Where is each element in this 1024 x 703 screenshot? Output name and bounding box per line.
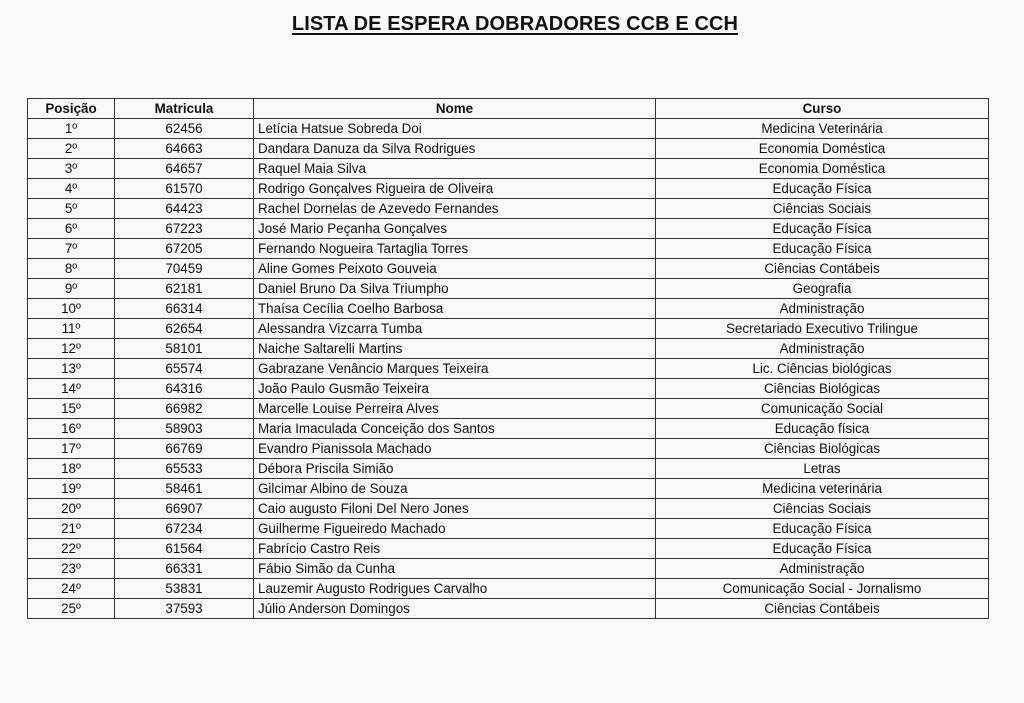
table-row (28, 259, 989, 279)
cell-posicao: 20º (28, 499, 115, 519)
cell-posicao: 2º (28, 139, 115, 159)
cell-nome: Gilcimar Albino de Souza (254, 479, 656, 499)
cell-matricula: 64423 (115, 199, 254, 219)
table-row (28, 279, 989, 299)
cell-posicao: 18º (28, 459, 115, 479)
cell-nome: Caio augusto Filoni Del Nero Jones (254, 499, 656, 519)
cell-posicao: 1º (28, 119, 115, 139)
table-body (28, 119, 989, 619)
cell-matricula: 53831 (115, 579, 254, 599)
cell-nome: Alessandra Vizcarra Tumba (254, 319, 656, 339)
table-row (28, 299, 989, 319)
cell-curso: Economia Doméstica (656, 159, 989, 179)
cell-nome: Júlio Anderson Domingos (254, 599, 656, 619)
cell-curso: Educação Física (656, 239, 989, 259)
cell-posicao: 10º (28, 299, 115, 319)
cell-curso: Educação Física (656, 179, 989, 199)
cell-curso: Educação física (656, 419, 989, 439)
cell-curso: Medicina veterinária (656, 479, 989, 499)
header-matricula: Matricula (115, 99, 254, 119)
cell-posicao: 21º (28, 519, 115, 539)
cell-posicao: 9º (28, 279, 115, 299)
cell-posicao: 11º (28, 319, 115, 339)
cell-nome: Letícia Hatsue Sobreda Doi (254, 119, 656, 139)
cell-matricula: 67205 (115, 239, 254, 259)
table-row (28, 499, 989, 519)
cell-posicao: 8º (28, 259, 115, 279)
cell-matricula: 61570 (115, 179, 254, 199)
cell-nome: Guilherme Figueiredo Machado (254, 519, 656, 539)
table-row (28, 439, 989, 459)
cell-curso: Administração (656, 559, 989, 579)
cell-posicao: 7º (28, 239, 115, 259)
table-header-row (28, 99, 989, 119)
table-row (28, 379, 989, 399)
cell-posicao: 15º (28, 399, 115, 419)
cell-matricula: 65574 (115, 359, 254, 379)
table-row (28, 539, 989, 559)
cell-matricula: 62654 (115, 319, 254, 339)
header-curso: Curso (656, 99, 989, 119)
cell-matricula: 65533 (115, 459, 254, 479)
cell-nome: Lauzemir Augusto Rodrigues Carvalho (254, 579, 656, 599)
cell-curso: Ciências Contábeis (656, 599, 989, 619)
cell-curso: Ciências Biológicas (656, 439, 989, 459)
cell-matricula: 66982 (115, 399, 254, 419)
cell-posicao: 13º (28, 359, 115, 379)
table-row (28, 339, 989, 359)
table-row (28, 159, 989, 179)
cell-curso: Economia Doméstica (656, 139, 989, 159)
cell-curso: Medicina Veterinária (656, 119, 989, 139)
cell-curso: Letras (656, 459, 989, 479)
cell-matricula: 64316 (115, 379, 254, 399)
cell-matricula: 58461 (115, 479, 254, 499)
cell-nome: Evandro Pianissola Machado (254, 439, 656, 459)
cell-nome: José Mario Peçanha Gonçalves (254, 219, 656, 239)
cell-nome: Daniel Bruno Da Silva Triumpho (254, 279, 656, 299)
cell-curso: Ciências Contábeis (656, 259, 989, 279)
table-row (28, 199, 989, 219)
cell-curso: Educação Física (656, 519, 989, 539)
table-row (28, 599, 989, 619)
cell-nome: João Paulo Gusmão Teixeira (254, 379, 656, 399)
cell-nome: Dandara Danuza da Silva Rodrigues (254, 139, 656, 159)
table-row (28, 419, 989, 439)
cell-posicao: 17º (28, 439, 115, 459)
cell-matricula: 58903 (115, 419, 254, 439)
cell-posicao: 23º (28, 559, 115, 579)
table-row (28, 139, 989, 159)
cell-matricula: 62181 (115, 279, 254, 299)
cell-nome: Gabrazane Venâncio Marques Teixeira (254, 359, 656, 379)
table-row (28, 179, 989, 199)
cell-curso: Administração (656, 339, 989, 359)
cell-matricula: 37593 (115, 599, 254, 619)
cell-nome: Débora Priscila Simião (254, 459, 656, 479)
cell-nome: Rachel Dornelas de Azevedo Fernandes (254, 199, 656, 219)
cell-nome: Maria Imaculada Conceição dos Santos (254, 419, 656, 439)
cell-matricula: 66314 (115, 299, 254, 319)
cell-curso: Secretariado Executivo Trilingue (656, 319, 989, 339)
cell-nome: Naiche Saltarelli Martins (254, 339, 656, 359)
cell-posicao: 24º (28, 579, 115, 599)
cell-nome: Aline Gomes Peixoto Gouveia (254, 259, 656, 279)
cell-nome: Fabrício Castro Reis (254, 539, 656, 559)
cell-posicao: 14º (28, 379, 115, 399)
cell-nome: Thaísa Cecília Coelho Barbosa (254, 299, 656, 319)
cell-nome: Raquel Maia Silva (254, 159, 656, 179)
cell-posicao: 5º (28, 199, 115, 219)
cell-curso: Lic. Ciências biológicas (656, 359, 989, 379)
header-nome: Nome (254, 99, 656, 119)
cell-matricula: 66907 (115, 499, 254, 519)
table-row (28, 119, 989, 139)
waiting-list-table (27, 98, 989, 619)
cell-curso: Educação Física (656, 219, 989, 239)
cell-posicao: 16º (28, 419, 115, 439)
cell-curso: Comunicação Social - Jornalismo (656, 579, 989, 599)
cell-curso: Geografia (656, 279, 989, 299)
cell-matricula: 61564 (115, 539, 254, 559)
cell-nome: Marcelle Louise Perreira Alves (254, 399, 656, 419)
cell-posicao: 19º (28, 479, 115, 499)
cell-matricula: 64663 (115, 139, 254, 159)
cell-posicao: 6º (28, 219, 115, 239)
table-row (28, 559, 989, 579)
table-row (28, 399, 989, 419)
header-posicao: Posição (28, 99, 115, 119)
cell-matricula: 58101 (115, 339, 254, 359)
table-row (28, 459, 989, 479)
table-row (28, 319, 989, 339)
table-row (28, 219, 989, 239)
cell-posicao: 25º (28, 599, 115, 619)
cell-matricula: 67234 (115, 519, 254, 539)
cell-matricula: 66769 (115, 439, 254, 459)
cell-nome: Fábio Simão da Cunha (254, 559, 656, 579)
cell-matricula: 62456 (115, 119, 254, 139)
table-row (28, 579, 989, 599)
cell-posicao: 12º (28, 339, 115, 359)
cell-nome: Fernando Nogueira Tartaglia Torres (254, 239, 656, 259)
table-row (28, 479, 989, 499)
table-row (28, 239, 989, 259)
cell-matricula: 67223 (115, 219, 254, 239)
table-row (28, 519, 989, 539)
cell-curso: Ciências Sociais (656, 499, 989, 519)
cell-nome: Rodrigo Gonçalves Rigueira de Oliveira (254, 179, 656, 199)
cell-curso: Educação Física (656, 539, 989, 559)
cell-curso: Ciências Biológicas (656, 379, 989, 399)
cell-posicao: 22º (28, 539, 115, 559)
cell-curso: Comunicação Social (656, 399, 989, 419)
cell-curso: Ciências Sociais (656, 199, 989, 219)
cell-matricula: 70459 (115, 259, 254, 279)
page-title: LISTA DE ESPERA DOBRADORES CCB E CCH (291, 13, 739, 35)
cell-curso: Administração (656, 299, 989, 319)
cell-posicao: 3º (28, 159, 115, 179)
cell-posicao: 4º (28, 179, 115, 199)
cell-matricula: 66331 (115, 559, 254, 579)
table-row (28, 359, 989, 379)
cell-matricula: 64657 (115, 159, 254, 179)
